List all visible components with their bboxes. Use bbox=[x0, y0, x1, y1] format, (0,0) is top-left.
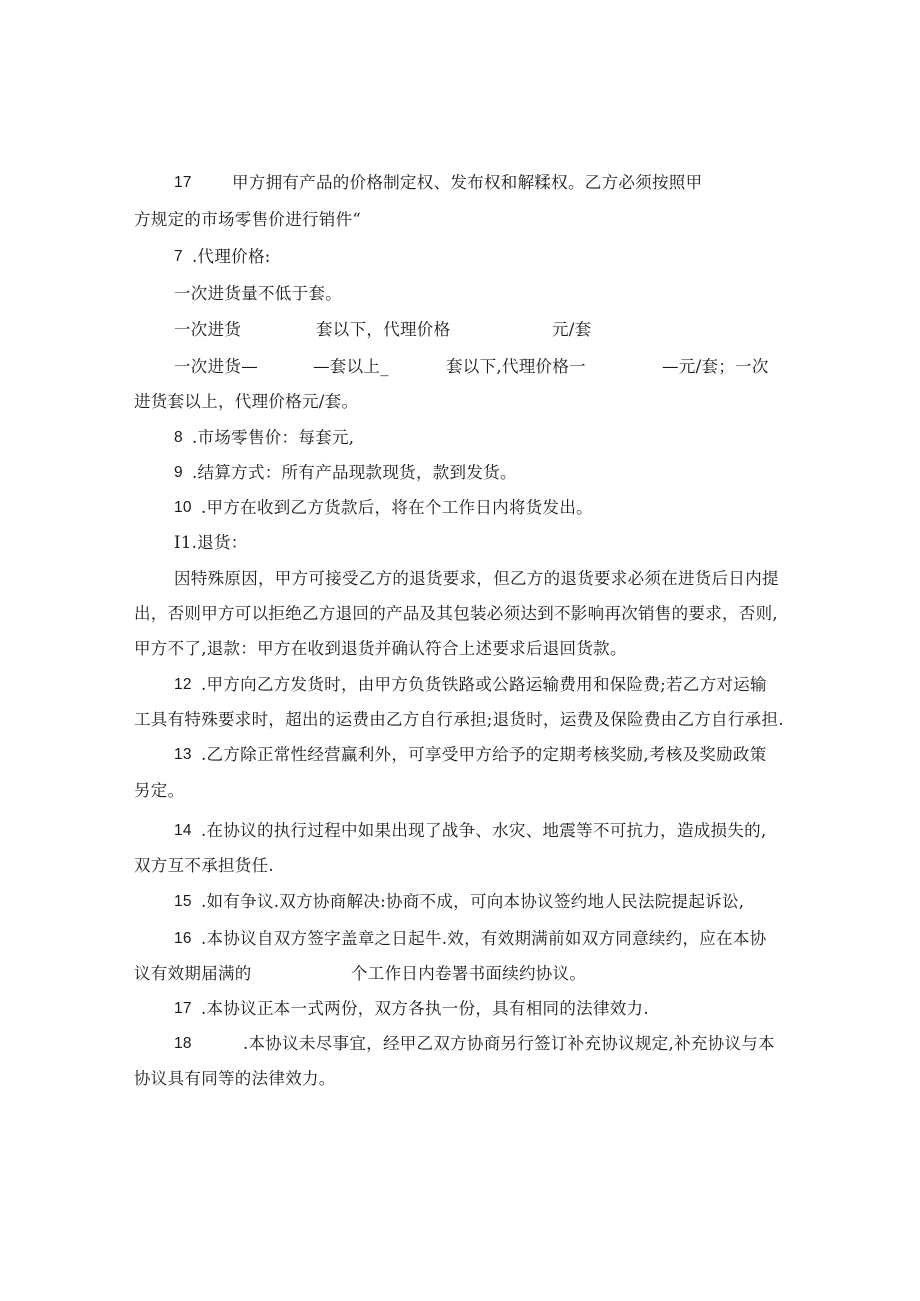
clause-text: 另定。 bbox=[134, 781, 185, 800]
clause-text: .本协议自双方签字盖章之日起牛.效，有效期满前如双方同意续约，应在本协 bbox=[201, 929, 767, 948]
clause-text: 双方互不承担货任. bbox=[134, 856, 274, 875]
clause-number: 17 bbox=[174, 1000, 192, 1017]
clause-text: 进货套以上，代理价格元/套。 bbox=[134, 392, 359, 411]
clause-text: 一次进货量不低于套。 bbox=[174, 284, 342, 303]
clause-number: 14 bbox=[174, 822, 192, 839]
clause-text: 一次进货— bbox=[174, 357, 258, 376]
clause-text: .甲方向乙方发货时，由甲方负货铁路或公路运输费用和保险费;若乙方对运输 bbox=[201, 675, 767, 694]
clause-number: 8 bbox=[174, 429, 183, 446]
clause-number: 17 bbox=[174, 174, 192, 191]
clause-text: .本协议未尽事宜，经甲乙双方协商另行签订补充协议规定,补充协议与本 bbox=[243, 1034, 775, 1053]
clause-number: 12 bbox=[174, 676, 192, 693]
clause-text: 方规定的市场零售价进行销件“ bbox=[134, 210, 362, 229]
clause-number: 10 bbox=[174, 499, 192, 516]
clause-text: 协议具有同等的法律效力。 bbox=[134, 1069, 336, 1088]
clause-number: 18 bbox=[174, 1035, 192, 1052]
clause-text: 元/套 bbox=[552, 320, 592, 339]
clause-number: 9 bbox=[174, 464, 183, 481]
clause-text: .在协议的执行过程中如果出现了战争、水灾、地震等不可抗力，造成损失的, bbox=[201, 821, 767, 840]
clause-number: 13 bbox=[174, 746, 192, 763]
clause-text: .如有争议.双方协商解决:协商不成，可向本协议签约地人民法院提起诉讼, bbox=[201, 892, 745, 911]
clause-text: 套以下，代理价格 bbox=[316, 320, 451, 339]
clause-text: .本协议正本一式两份，双方各执一份，具有相同的法律效力. bbox=[201, 999, 649, 1018]
clause-text: —套以上_ bbox=[313, 357, 389, 376]
clause-text: 套以下,代理价格一 bbox=[446, 357, 586, 376]
clause-text: 出，否则甲方可以拒绝乙方退回的产品及其包装必须达到不影响再次销售的要求，否则, bbox=[134, 604, 778, 623]
clause-text: 议有效期届满的 bbox=[134, 964, 252, 983]
clause-text: .乙方除正常性经营赢利外，可享受甲方给予的定期考核奖励,考核及奖励政策 bbox=[201, 745, 767, 764]
clause-number: 7 bbox=[174, 248, 183, 265]
clause-text: .甲方在收到乙方货款后，将在个工作日内将货发出。 bbox=[201, 498, 593, 517]
clause-text: .市场零售价：每套元, bbox=[192, 428, 355, 447]
clause-text: .结算方式：所有产品现款现货，款到发货。 bbox=[192, 463, 517, 482]
clause-heading: .代理价格: bbox=[192, 247, 271, 266]
clause-number: 16 bbox=[174, 930, 192, 947]
clause-text: 一次进货 bbox=[174, 320, 242, 339]
clause-heading: I1.退货： bbox=[174, 533, 248, 552]
clause-text: 甲方不了,退款：甲方在收到退货并确认符合上述要求后退回货款。 bbox=[134, 639, 627, 658]
clause-text: 甲方拥有产品的价格制定权、发布权和解糅权。乙方必须按照甲 bbox=[232, 173, 703, 192]
clause-text: 个工作日内卷署书面续约协议。 bbox=[351, 964, 587, 983]
clause-text: 因特殊原因，甲方可接受乙方的退货要求，但乙方的退货要求必须在进货后日内提 bbox=[174, 569, 779, 588]
clause-number: 15 bbox=[174, 893, 192, 910]
clause-text: 工具有特殊要求时，超出的运费由乙方自行承担;退货时，运费及保险费由乙方自行承担. bbox=[134, 710, 784, 729]
clause-text: —元/套；一次 bbox=[662, 357, 769, 376]
